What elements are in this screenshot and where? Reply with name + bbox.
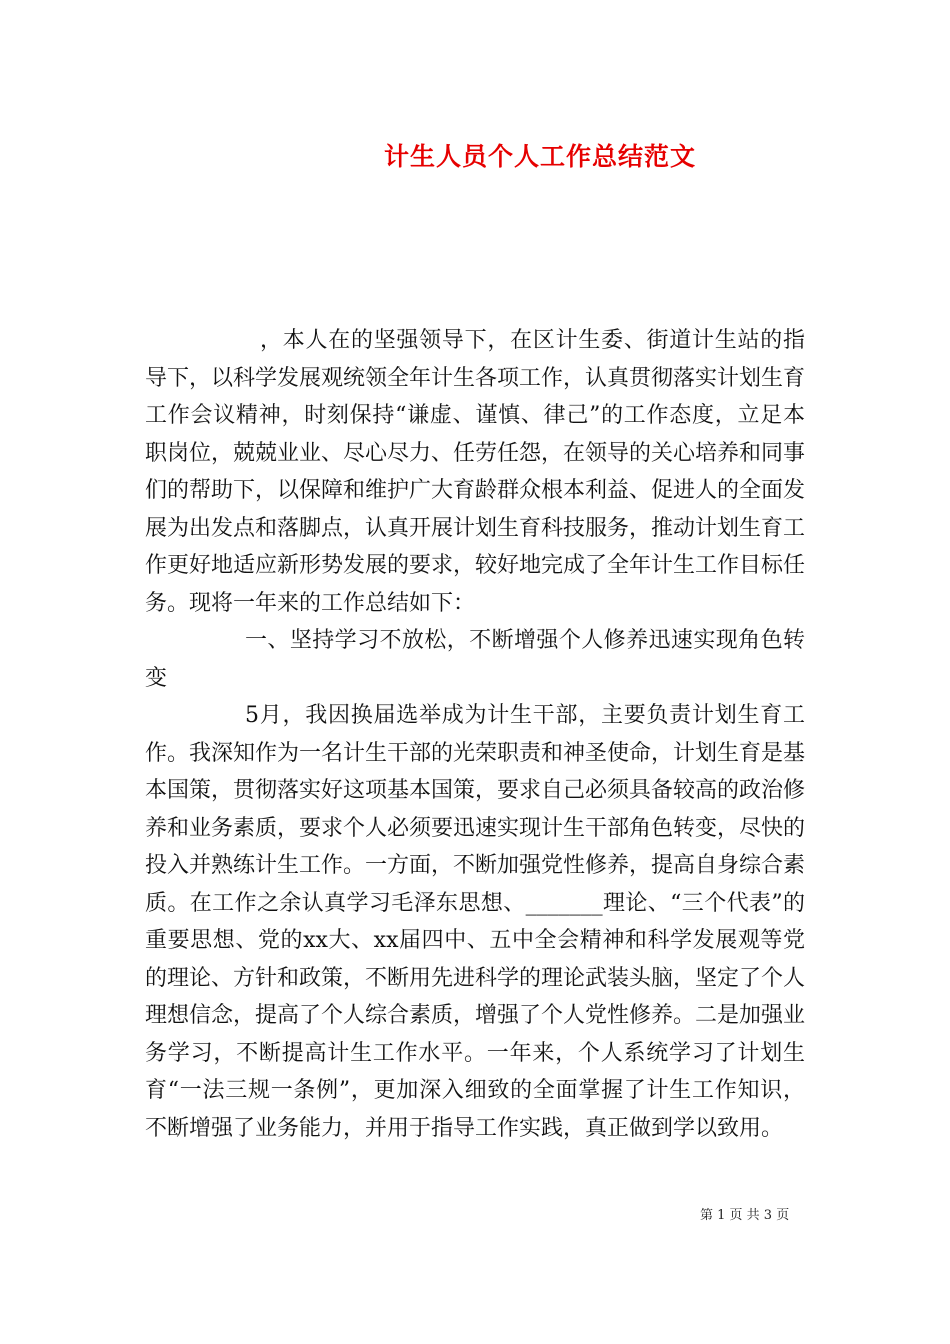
document-body bbox=[145, 322, 805, 1147]
section-heading: 一、坚持学习不放松，不断增强个人修养迅速实现角色转变 bbox=[145, 628, 805, 691]
page-footer: 第 1 页 共 3 页 bbox=[700, 1208, 790, 1223]
document-title: 计生人员个人工作总结范文 bbox=[383, 142, 696, 171]
paragraph-intro: ，本人在的坚强领导下，在区计生委、街道计生站的指导下，以科学发展观统领全年计生各项工作，认真贯彻落实计划生育工作会议精神，时刻保持“谦虚、谨慎、律己”的工作态度，立足本职岗位，兢兢业业、尽心尽力、任劳任怨，在领导的关心培养和同事们的帮助下，以保障和维护广大育龄群众根本利益、促进人的全面发展为出发点和落脚点，认真开展计划生育科技服务，推动计划生育工作更好地适应新形势发展的要求，较好地完成了全年计生工作目标任务。现将一年来的工作总结如下： bbox=[145, 328, 806, 616]
paragraph-section-1: 5月，我因换届选举成为计生干部，主要负责计划生育工作。我深知作为一名计生干部的光荣职责和神圣使命，计划生育是基本国策，贯彻落实好这项基本国策，要求自己必须具备较高的政治修养和业务素质，要求个人必须要迅速实现计生干部角色转变，尽快的投入并熟练计生工作。一方面，不断加强党性修养，提高自身综合素质。在工作之余认真学习毛泽东思想、_______理论、“三个代表”的重要思想、党的xx大、xx届四中、五中全会精神和科学发展观等党的理论、方针和政策，不断用先进科学的理论武装头脑，坚定了个人理想信念，提高了个人综合素质，增强了个人党性修养。二是加强业务学习，不断提高计生工作水平。一年来，个人系统学习了计划生育“一法三规一条例”，更加深入细致的全面掌握了计生工作知识，不断增强了业务能力，并用于指导工作实践，真正做到学以致用。 bbox=[145, 703, 806, 1141]
